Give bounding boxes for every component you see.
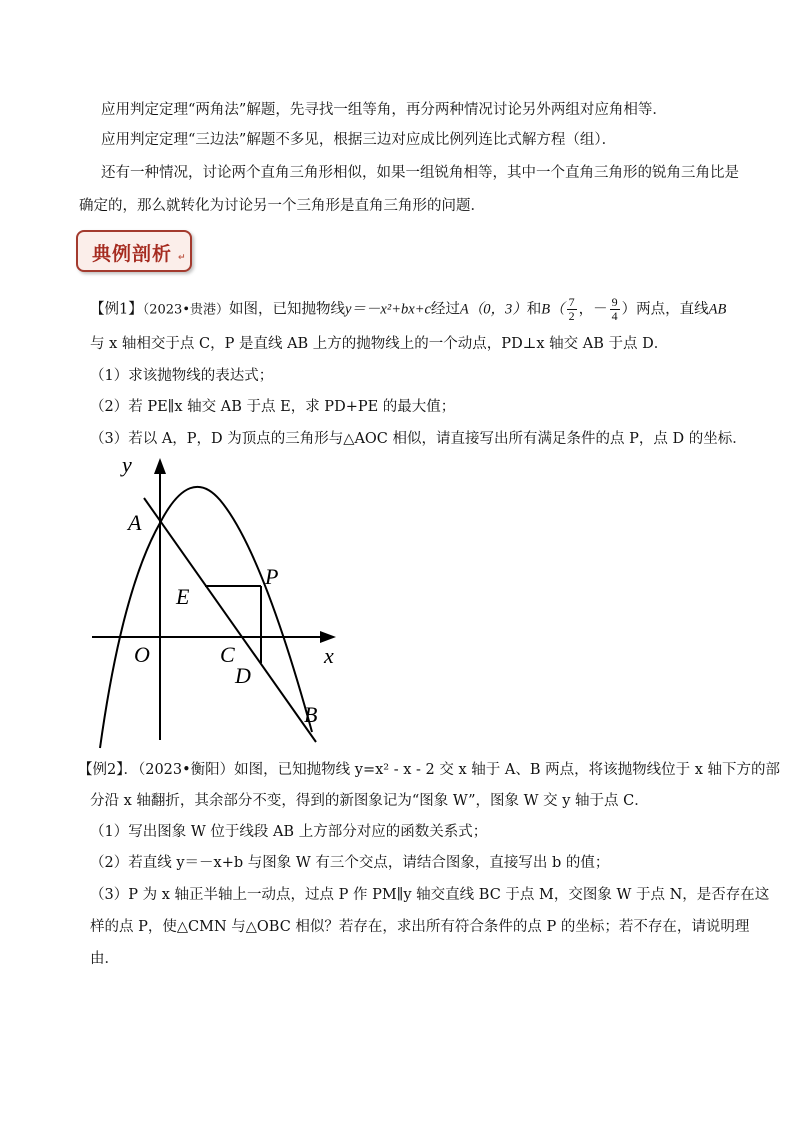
example1-tag: 【例1】 <box>90 301 143 318</box>
line-ab <box>144 498 316 742</box>
label-b: B <box>304 702 318 727</box>
frac2-denominator: 4 <box>611 309 618 323</box>
example1-line-2: 与 x 轴相交于点 C，P 是直线 AB 上方的抛物线上的一个动点，PD⊥x 轴交 AB 于点 D． <box>90 336 669 352</box>
example1-stem-b: 经过 <box>430 301 460 318</box>
example1-equation: y＝－x²+bx+c <box>345 301 431 318</box>
fraction-9-4 <box>610 296 620 323</box>
example2-q3-line-2: 样的点 P，使△CMN 与△OBC 相似？若存在，求出所有符合条件的点 P 的坐标；若不存在，请说明理 <box>90 919 750 935</box>
label-c: C <box>220 642 235 667</box>
x-axis-arrow <box>320 631 336 643</box>
label-a: A <box>128 510 142 535</box>
example1-point-a: A（0，3） <box>459 301 527 318</box>
example1-q1: （1）求该抛物线的表达式； <box>90 368 274 384</box>
label-x: x <box>324 643 334 668</box>
example1-figure <box>80 450 360 750</box>
example1-stem-c: 和 <box>526 301 542 318</box>
y-axis-arrow <box>154 458 166 474</box>
example1-point-b-prefix: B（ <box>541 301 565 318</box>
paragraph-mark: ↵ <box>178 253 187 263</box>
label-d: D <box>235 663 251 688</box>
example2-q3-line-1: （3）P 为 x 轴正半轴上一动点，过点 P 作 PM∥y 轴交直线 BC 于点 M，交图象 W 于点 N，是否存在这 <box>90 887 770 903</box>
intro-line-4: 确定的，那么就转化为讨论另一个三角形是直角三角形的问题． <box>79 198 485 214</box>
section-title: 典例剖析 <box>92 243 173 265</box>
label-y: y <box>122 452 132 477</box>
example1-source: （2023•贵港） <box>142 302 229 318</box>
label-e: E <box>176 584 190 609</box>
label-p: P <box>265 564 279 589</box>
example2-q2: （2）若直线 y＝－x+b 与图象 W 有三个交点，请结合图象，直接写出 b 的值； <box>90 855 610 871</box>
section-badge <box>76 230 192 272</box>
frac1-denominator: 2 <box>568 309 575 323</box>
example2-q3-line-3: 由． <box>90 951 119 967</box>
intro-line-3: 还有一种情况，讨论两个直角三角形相似，如果一组锐角相等，其中一个直角三角形的锐角三角比是 <box>101 165 739 181</box>
example1-comma: ，－ <box>578 301 608 318</box>
frac2-numerator: 9 <box>611 295 618 309</box>
label-o: O <box>134 642 150 667</box>
example1-q3: （3）若以 A，P，D 为顶点的三角形与△AOC 相似，请直接写出所有满足条件的点 P，点 D 的坐标． <box>90 431 747 447</box>
example1-line-ab: AB <box>708 301 727 318</box>
intro-line-2: 应用判定定理“三边法”解题不多见，根据三边对应成比例列连比式解方程（组）． <box>101 132 617 148</box>
example2-line-2: 分沿 x 轴翻折，其余部分不变，得到的新图象记为“图象 W”，图象 W 交 y 轴于点 C． <box>90 793 649 809</box>
example1-point-b-suffix: ）两点，直线 <box>621 301 709 318</box>
frac1-numerator: 7 <box>568 295 575 309</box>
example2-line-1: 【例2】．（2023•衡阳）如图，已知抛物线 y=x² - x - 2 交 x 轴于 A、B 两点，将该抛物线位于 x 轴下方的部 <box>78 762 781 778</box>
example2-q1: （1）写出图象 W 位于线段 AB 上方部分对应的函数关系式； <box>90 824 488 840</box>
example1-q2: （2）若 PE∥x 轴交 AB 于点 E，求 PD+PE 的最大值； <box>90 399 456 415</box>
example1-stem-a: 如图，已知抛物线 <box>229 301 345 318</box>
fraction-7-2 <box>567 296 577 323</box>
example1-line-1 <box>90 296 726 323</box>
intro-line-1: 应用判定定理“两角法”解题，先寻找一组等角，再分两种情况讨论另外两组对应角相等． <box>101 102 667 118</box>
